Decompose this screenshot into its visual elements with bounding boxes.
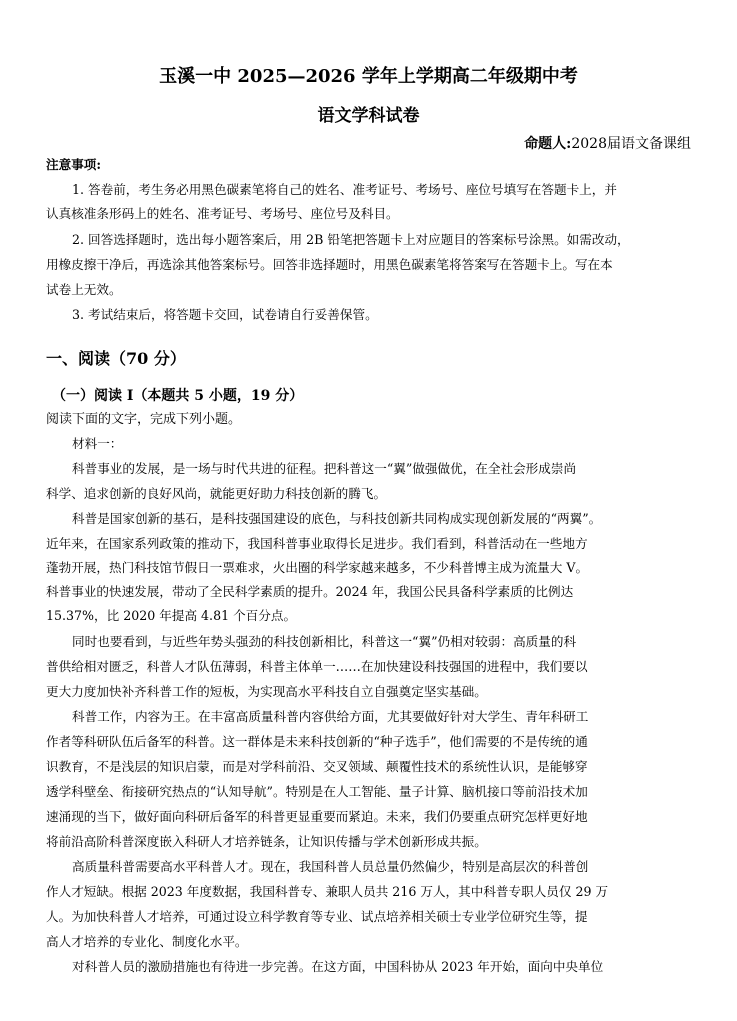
exam-title: 玉溪一中 2025—2026 学年上学期高二年级期中考 <box>159 66 578 87</box>
body-line: 科学、追求创新的良好风尚，就能更好助力科技创新的腾飞。 <box>46 486 387 501</box>
exam-subtitle: 语文学科试卷 <box>317 106 420 126</box>
body-line: 人。为加快科普人才培养，可通过设立科学教育等专业、试点培养相关硕士专业学位研究生等，提 <box>46 909 588 924</box>
body-line: 近年来，在国家系列政策的推动下，我国科普事业取得长足进步。我们看到，科普活动在一些地方 <box>46 536 588 551</box>
body-line: 科普是国家创新的基石，是科技强国建设的底色，与科技创新共同构成实现创新发展的“两翼”。 <box>72 511 602 526</box>
body-line: 科普事业的发展，是一场与时代共进的征程。把科普这一“翼”做强做优，在全社会形成崇尚 <box>72 461 577 476</box>
body-line: 科普事业的快速发展，带动了全民科学素质的提升。2024 年，我国公民具备科学素质的比例达 <box>46 584 574 599</box>
material-label: 材料一： <box>72 436 123 451</box>
author-line <box>524 133 691 153</box>
notice-line: 用橡皮擦干净后，再选涂其他答案标号。回答非选择题时，用黑色碳素笔将答案写在答题卡上。写在本 <box>46 257 613 272</box>
body-line: 对科普人员的激励措施也有待进一步完善。在这方面，中国科协从 2023 年开始，面向中央单位 <box>72 959 604 974</box>
body-line: 普供给相对匮乏，科普人才队伍薄弱，科普主体单一……在加快建设科技强国的进程中，我们要以 <box>46 659 588 674</box>
body-line: 作人才短缺。根据 2023 年度数据，我国科普专、兼职人员共 216 万人，其中科普专职人员仅 29 万 <box>46 884 609 899</box>
body-line: 高人才培养的专业化、制度化水平。 <box>46 934 248 949</box>
body-line: 15.37%，比 2020 年提高 4.81 个百分点。 <box>46 608 297 623</box>
notice-line: 1. 答卷前，考生务必用黑色碳素笔将自己的姓名、准考证号、考场号、座位号填写在答题卡上，并 <box>72 182 617 197</box>
body-line: 更大力度加快补齐科普工作的短板，为实现高水平科技自立自强奠定坚实基础。 <box>46 684 487 699</box>
author-label: 命题人: <box>524 136 572 152</box>
body-line: 同时也要看到，与近些年势头强劲的科技创新相比，科普这一“翼”仍相对较弱：高质量的科 <box>72 634 577 649</box>
body-line: 作者等科研队伍后备军的科普。这一群体是未来科技创新的“种子选手”，他们需要的不是传统的通 <box>46 734 588 749</box>
notice-line: 2. 回答选择题时，选出每小题答案后，用 2B 铅笔把答题卡上对应题目的答案标号涂黑。如需改动， <box>72 232 630 247</box>
notice-line: 认真核准条形码上的姓名、准考证号、考场号、座位号及科目。 <box>46 206 399 221</box>
body-line: 蓬勃开展，热门科技馆节假日一票难求，火出圈的科学家越来越多，不少科普博主成为流量大 V。 <box>46 560 589 575</box>
reading-instruction: 阅读下面的文字，完成下列小题。 <box>46 412 242 427</box>
body-line: 速涌现的当下，做好面向科研后备军的科普更显重要而紧迫。未来，我们仍要重点研究怎样更好地 <box>46 809 588 824</box>
section-title: 一、阅读（70 分） <box>46 349 186 368</box>
body-line: 透学科壁垒、衔接研究热点的“认知导航”。特别是在人工智能、量子计算、脑机接口等前沿技术加 <box>46 784 588 799</box>
body-line: 高质量科普需要高水平科普人才。现在，我国科普人员总量仍然偏少，特别是高层次的科普创 <box>72 859 589 874</box>
subsection-title: （一）阅读 I（本题共 5 小题，19 分） <box>52 388 304 404</box>
notice-heading: 注意事项: <box>46 157 102 172</box>
body-line: 科普工作，内容为王。在丰富高质量科普内容供给方面，尤其要做好针对大学生、青年科研工 <box>72 709 589 724</box>
body-line: 识教育，不是浅层的知识启蒙，而是对学科前沿、交叉领域、颠覆性技术的系统性认识，是能够穿 <box>46 759 588 774</box>
notice-line: 试卷上无效。 <box>46 282 122 297</box>
notice-line: 3. 考试结束后，将答题卡交回，试卷请自行妥善保管。 <box>72 307 378 322</box>
body-line: 将前沿高阶科普深度嵌入科研人才培养链条，让知识传播与学术创新形成共振。 <box>46 834 487 849</box>
author-value: 2028届语文备课组 <box>571 136 691 152</box>
